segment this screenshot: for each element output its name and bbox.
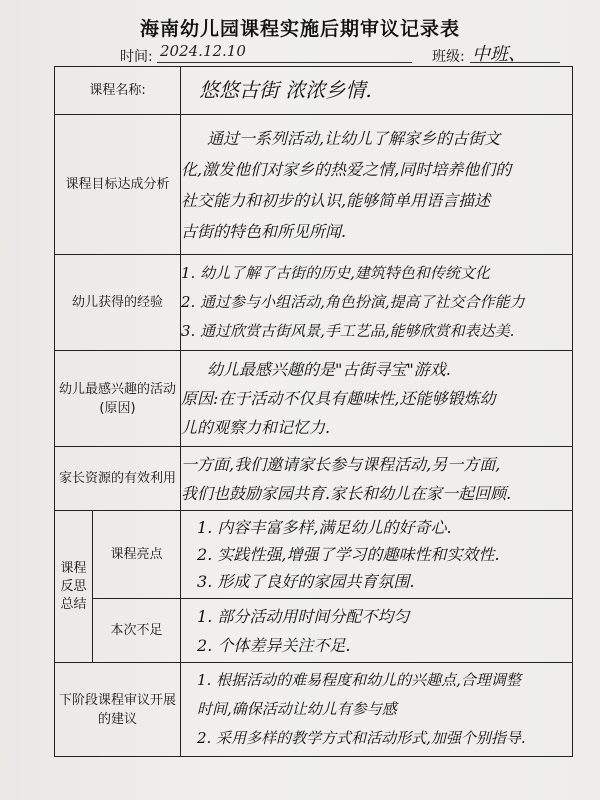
class-underline: [470, 62, 560, 63]
row-next-stage: [55, 663, 573, 757]
next-stage-label-line: 下阶段课程审议开展: [59, 692, 177, 708]
highlights-cell: [181, 511, 573, 599]
row-experience: [55, 255, 573, 351]
highlight-line: 1. 内容丰富多样,满足幼儿的好奇心.: [197, 518, 452, 537]
experience-line: 2. 通过参与小组活动,角色扮演,提高了社交合作能力: [181, 293, 525, 311]
parents-cell: [181, 447, 573, 511]
goal-line: 社交能力和初步的认识,能够简单用语言描述: [181, 190, 491, 210]
interest-label-line: (原因): [99, 400, 136, 416]
document-title: 海南幼儿园课程实施后期审议记录表: [139, 18, 460, 40]
next-stage-cell: [181, 663, 573, 757]
class-value: 中班、: [472, 44, 526, 65]
highlights-label: 课程亮点: [93, 511, 181, 599]
reflection-label-line: 总结: [60, 596, 87, 612]
interest-line: 原因:在于活动不仅具有趣味性,还能够锻炼幼: [181, 389, 496, 408]
interest-line: 儿的观察力和记忆力.: [181, 418, 331, 437]
shortcomings-label: 本次不足: [93, 599, 181, 663]
goal-line: 通过一系列活动,让幼儿了解家乡的古街文: [207, 128, 501, 148]
row-shortcomings: [55, 599, 573, 663]
row-highlights: [55, 511, 573, 599]
time-label: 时间:: [120, 49, 153, 65]
review-table: [54, 66, 573, 757]
time-value: 2024.12.10: [160, 42, 246, 60]
next-stage-line: 2. 采用多样的教学方式和活动形式,加强个别指导.: [197, 729, 526, 747]
reflection-label-line: 反思: [60, 578, 87, 594]
reflection-label-line: 课程: [60, 560, 87, 576]
course-name-cell: [181, 67, 573, 115]
experience-cell: [181, 255, 573, 351]
shortcomings-cell: [181, 599, 573, 663]
experience-label: 幼儿获得的经验: [55, 255, 181, 351]
shortcoming-line: 2. 个体差异关注不足.: [197, 635, 351, 655]
row-goal-analysis: [55, 115, 573, 255]
highlight-line: 3. 形成了良好的家园共育氛围.: [197, 572, 415, 591]
shortcoming-line: 1. 部分活动用时间分配不均匀: [197, 606, 410, 626]
next-stage-line: 时间,确保活动让幼儿有参与感: [197, 700, 397, 718]
interest-line: 幼儿最感兴趣的是"古街寻宝"游戏.: [207, 360, 451, 379]
interest-label: [55, 351, 181, 447]
row-course-name: [55, 67, 573, 115]
row-interest: [55, 351, 573, 447]
highlight-line: 2. 实践性强,增强了学习的趣味性和实效性.: [197, 545, 500, 564]
next-stage-label-line: 的建议: [98, 711, 138, 727]
course-name-value: 悠悠古街 浓浓乡情.: [199, 78, 372, 102]
interest-label-line: 幼儿最感兴趣的活动: [59, 381, 177, 397]
course-name-label: 课程名称:: [55, 67, 181, 115]
row-parents: [55, 447, 573, 511]
experience-line: 3. 通过欣赏古街风景,手工艺品,能够欣赏和表达美.: [181, 322, 515, 340]
parents-label: 家长资源的有效利用: [55, 447, 181, 511]
goal-line: 化,激发他们对家乡的热爱之情,同时培养他们的: [181, 159, 512, 179]
parents-line: 一方面,我们邀请家长参与课程活动,另一方面,: [181, 454, 501, 474]
interest-cell: [181, 351, 573, 447]
reflection-label: [55, 511, 93, 663]
experience-line: 1. 幼儿了解了古街的历史,建筑特色和传统文化: [181, 264, 490, 282]
next-stage-line: 1. 根据活动的难易程度和幼儿的兴趣点,合理调整: [197, 671, 521, 689]
class-label: 班级:: [432, 49, 465, 65]
goal-analysis-label: 课程目标达成分析: [55, 115, 181, 255]
next-stage-label: [55, 663, 181, 757]
goal-analysis-cell: [181, 115, 573, 255]
time-underline: [157, 62, 412, 63]
parents-line: 我们也鼓励家园共育.家长和幼儿在家一起回顾.: [181, 483, 512, 503]
goal-line: 古街的特色和所见所闻.: [181, 221, 347, 241]
